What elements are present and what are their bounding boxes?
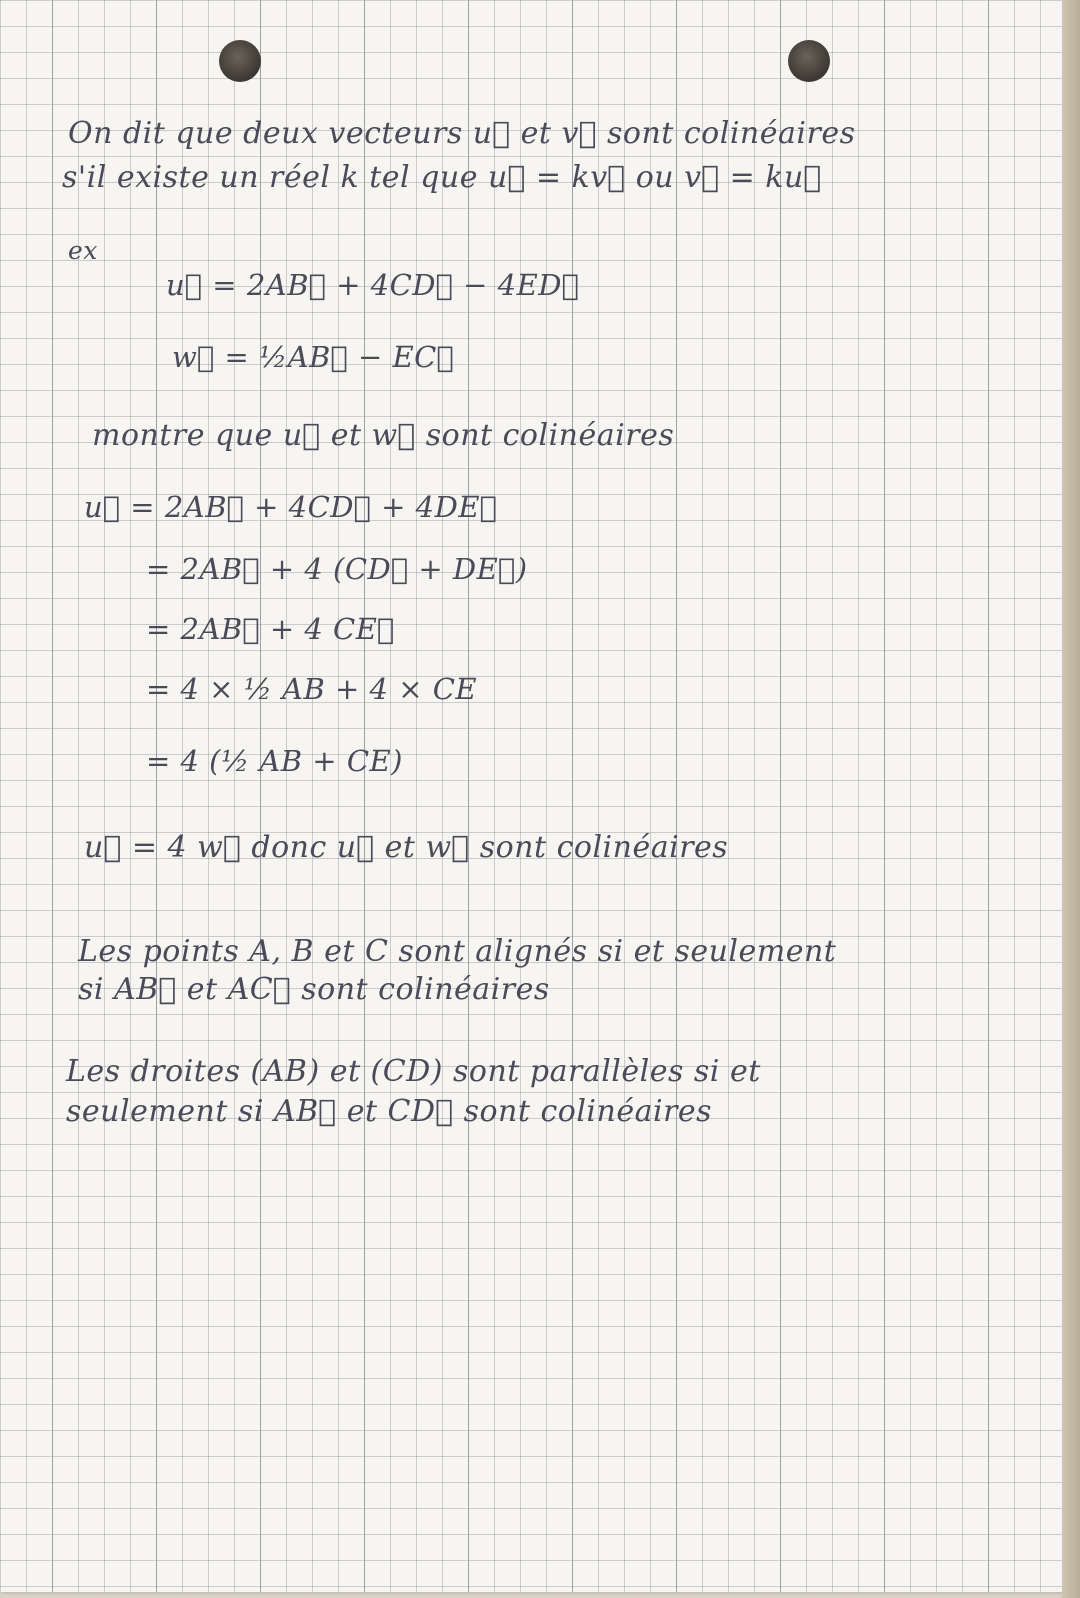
example-label: ex	[68, 236, 98, 265]
binder-hole-left	[219, 40, 261, 82]
step-5: = 4 (½ AB + CE)	[146, 744, 403, 778]
paper-edge	[1062, 0, 1080, 1598]
aligned-property-line-2: si AB⃗ et AC⃗ sont colinéaires	[78, 972, 550, 1007]
definition-line-2: s'il existe un réel k tel que u⃗ = kv⃗ ou v⃗ = ku⃗	[62, 160, 822, 195]
step-4: = 4 × ½ AB + 4 × CE	[146, 672, 478, 706]
given-u: u⃗ = 2AB⃗ + 4CD⃗ − 4ED⃗	[166, 268, 580, 302]
definition-line-1: On dit que deux vecteurs u⃗ et v⃗ sont colinéaires	[68, 116, 856, 151]
conclusion: u⃗ = 4 w⃗ donc u⃗ et w⃗ sont colinéaires	[84, 830, 729, 865]
parallel-property-line-1: Les droites (AB) et (CD) sont parallèles si et	[66, 1054, 761, 1089]
step-3: = 2AB⃗ + 4 CE⃗	[146, 612, 395, 646]
binder-hole-right	[788, 40, 830, 82]
step-2: = 2AB⃗ + 4 (CD⃗ + DE⃗)	[146, 552, 528, 586]
aligned-property-line-1: Les points A, B et C sont alignés si et seulement	[78, 934, 837, 969]
task-statement: montre que u⃗ et w⃗ sont colinéaires	[92, 418, 675, 453]
parallel-property-line-2: seulement si AB⃗ et CD⃗ sont colinéaires	[66, 1094, 713, 1129]
step-1: u⃗ = 2AB⃗ + 4CD⃗ + 4DE⃗	[84, 490, 498, 524]
given-w: w⃗ = ½AB⃗ − EC⃗	[172, 340, 455, 374]
